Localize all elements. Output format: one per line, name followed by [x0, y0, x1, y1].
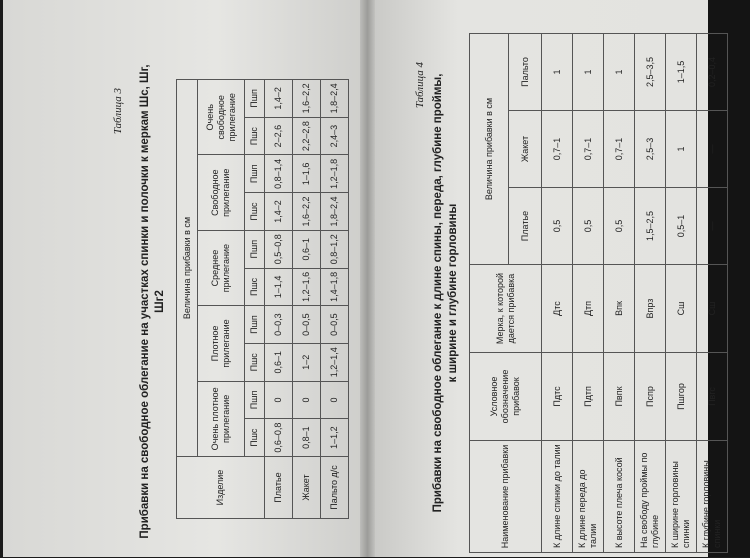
allowance-name: К длине спинки до талии — [542, 441, 573, 553]
value-cell: 1,2–1,4 — [321, 343, 349, 381]
value-cell: 1–2 — [293, 343, 321, 381]
table3-sub: Пшп — [245, 155, 265, 193]
table3-fit: Очень свободное прилегание — [198, 80, 245, 156]
allowance-symbol: Пшгор — [666, 353, 697, 441]
table4-title — [431, 28, 461, 558]
value-cell: 0,5 — [573, 188, 604, 265]
table-row — [542, 34, 573, 553]
value-cell: 1,2–1,8 — [321, 155, 349, 193]
table3-fit: Очень плотное прилегание — [198, 381, 245, 456]
table-row — [265, 80, 293, 519]
table3-sub: Пшс — [245, 193, 265, 231]
value-cell: 1,6–2,2 — [293, 193, 321, 231]
table3 — [176, 79, 349, 519]
value-cell: 0,7–1 — [573, 111, 604, 188]
allowance-name: К ширине горловины спинки — [666, 441, 697, 553]
table3-block — [110, 54, 350, 549]
value-cell: 1,4–1,8 — [321, 268, 349, 306]
value-cell: 0,5–1 — [666, 188, 697, 265]
table4-header-measure: Мерка, к которой дается прибавка — [470, 265, 542, 353]
table3-sub: Пшс — [245, 419, 265, 457]
table4-header-group: Величина прибавки в см — [470, 34, 509, 265]
value-cell: 1–1,6 — [293, 155, 321, 193]
value-cell: 0,5–0,8 — [265, 230, 293, 268]
allowance-measure: Впк — [604, 265, 635, 353]
table-row — [697, 34, 728, 553]
table-row — [635, 34, 666, 553]
value-cell: 1–1,5 — [666, 34, 697, 111]
value-cell: 0,8–1,4 — [265, 155, 293, 193]
table3-sub: Пшс — [245, 268, 265, 306]
value-cell: 0,5 — [542, 188, 573, 265]
allowance-symbol: Пспр — [635, 353, 666, 441]
table-row — [321, 80, 349, 519]
allowance-symbol: Пдтс — [542, 353, 573, 441]
value-cell: 0,5 — [604, 188, 635, 265]
table4-header-name: Наименование прибавки — [470, 441, 542, 553]
value-cell: 1 — [666, 111, 697, 188]
allowance-symbol: Пдтп — [573, 353, 604, 441]
product-name: Платье — [265, 457, 293, 519]
value-cell: 2,2–2,8 — [293, 117, 321, 155]
value-cell: 0,8–1,2 — [321, 230, 349, 268]
allowance-name: К высоте плеча косой — [604, 441, 635, 553]
value-cell: — — [697, 188, 728, 265]
value-cell: 1–1,2 — [321, 419, 349, 457]
value-cell: 1,2–1,6 — [293, 268, 321, 306]
table3-header-group: Величина прибавки в см — [177, 80, 198, 457]
value-cell: 0 — [321, 381, 349, 419]
table4-header-coat: Пальто — [509, 34, 542, 111]
table3-number: Таблица 3 — [112, 88, 124, 135]
value-cell: 2,5–3 — [635, 111, 666, 188]
table4-title-line1: Прибавки на свободное облегание к длине спины, переда, глубине проймы, — [432, 73, 444, 513]
value-cell: 1,4–2 — [265, 80, 293, 118]
value-cell: 1,8–2,4 — [321, 80, 349, 118]
value-cell: 2,4–3 — [321, 117, 349, 155]
table-row — [666, 34, 697, 553]
table3-fit: Плотное прилегание — [198, 306, 245, 381]
table4-header-symbol: Условное обозначение прибавок — [470, 353, 542, 441]
table4 — [469, 33, 728, 553]
value-cell: 0 — [265, 381, 293, 419]
table3-sub: Пшс — [245, 343, 265, 381]
value-cell: 0–0,5 — [321, 306, 349, 344]
value-cell: 0–0,5 — [293, 306, 321, 344]
allowance-measure: Сш — [666, 265, 697, 353]
table-row — [573, 34, 604, 553]
value-cell: 1,4–2 — [265, 193, 293, 231]
table4-header-dress: Платье — [509, 188, 542, 265]
value-cell: 1 — [604, 34, 635, 111]
value-cell: 1 — [573, 34, 604, 111]
value-cell: 1,6–2,2 — [293, 80, 321, 118]
table3-sub: Пшп — [245, 230, 265, 268]
value-cell: 0,6–1 — [293, 230, 321, 268]
value-cell: 0,6–1 — [265, 343, 293, 381]
table3-title: Прибавки на свободное облегание на участках спинки и полочки к меркам Шс, Шг, Шг2 — [139, 64, 166, 539]
value-cell: 1–1,4 — [265, 268, 293, 306]
value-cell: 0,8–1 — [293, 419, 321, 457]
table-row — [293, 80, 321, 519]
value-cell: 0,7–1 — [542, 111, 573, 188]
value-cell: 1,5–2,5 — [635, 188, 666, 265]
allowance-measure: Впрз — [635, 265, 666, 353]
table3-header-product: Изделие — [177, 457, 265, 519]
table3-sub: Пшп — [245, 306, 265, 344]
value-cell: — — [697, 111, 728, 188]
value-cell: 2,5–3,5 — [635, 34, 666, 111]
table3-fit: Свободное прилегание — [198, 155, 245, 230]
value-cell: 1 — [542, 34, 573, 111]
allowance-symbol: Пвпк — [604, 353, 635, 441]
value-cell: 2–2,6 — [265, 117, 293, 155]
table4-header-jacket: Жакет — [509, 111, 542, 188]
allowance-measure: Дтп — [573, 265, 604, 353]
allowance-name: К длине переда до талии — [573, 441, 604, 553]
table4-block — [412, 28, 722, 558]
allowance-measure: Сш — [697, 265, 728, 353]
allowance-measure: Дтс — [542, 265, 573, 353]
table4-number: Таблица 4 — [414, 62, 426, 109]
table3-sub: Пшс — [245, 117, 265, 155]
table4-title-line2: к ширине и глубине горловины — [447, 203, 459, 383]
allowance-name: К глубине горловины спинки — [697, 441, 728, 553]
value-cell: 0,6–0,8 — [265, 419, 293, 457]
table3-sub: Пшп — [245, 80, 265, 118]
product-name: Пальто д/с — [321, 457, 349, 519]
table-row — [604, 34, 635, 553]
table3-sub: Пшп — [245, 381, 265, 419]
value-cell: 1,8–2,4 — [321, 193, 349, 231]
allowance-symbol: Пвгс — [697, 353, 728, 441]
product-name: Жакет — [293, 457, 321, 519]
book-gutter — [360, 0, 375, 557]
table3-fit: Среднее прилегание — [198, 230, 245, 305]
value-cell: 0–0,3 — [265, 306, 293, 344]
value-cell: 0,2–0,4 — [697, 34, 728, 111]
value-cell: 0,7–1 — [604, 111, 635, 188]
value-cell: 0 — [293, 381, 321, 419]
allowance-name: На свободу проймы по глубине — [635, 441, 666, 553]
